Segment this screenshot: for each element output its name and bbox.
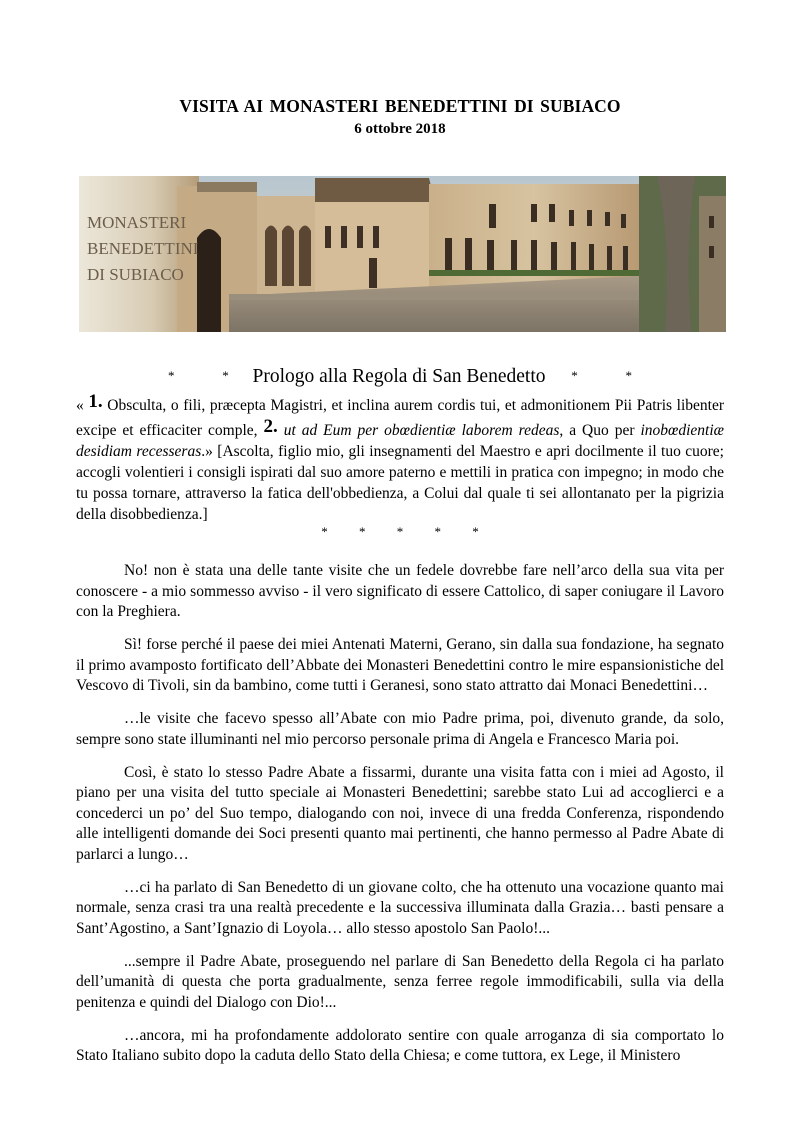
monastery-banner-image [79, 176, 726, 332]
body-paragraph: …ci ha parlato di San Benedetto di un giovane colto, che ha ottenuto una vocazione quanto mai normale, senza crasi tra una realtà precedente e la successiva illuminata dalla Grazia… basti pensare a Sant’Agostino, a Sant’Ignazio di Loyola… allo stesso apostolo San Paolo!... [76, 878, 724, 937]
star-ornament: * [168, 368, 175, 383]
latin-italic-1: ut ad Eum per obœdientiæ laborem redeas [277, 422, 560, 439]
latin-italic-2: inobœdientiæ desidiam recesseras [76, 422, 724, 460]
body-paragraph: ...sempre il Padre Abate, proseguendo nel parlare di San Benedetto della Regola ci ha parlato dell’umanità di questa che porta gradualmente, senza ferree regole immodificabili, sulla via della penitenza e quindi del Dialogo con Dio!... [76, 952, 724, 1011]
body-paragraph: Sì! forse perché il paese dei miei Antenati Materni, Gerano, sin dalla sua fondazione, ha segnato il primo avamposto fortificato dell’Abbate dei Monasteri Benedettini contro le mire espansionistiche del Vescovo di Tivoli, sin da bambino, come tutti i Geranesi, sono stato attratto dai Monaci Benedettini… [76, 636, 724, 694]
document-date: 6 ottobre 2018 [354, 121, 446, 137]
banner-text-line-3: DI SUBIACO [87, 265, 184, 284]
star-ornament: * [321, 524, 328, 539]
open-quote: « [76, 397, 84, 414]
body-paragraph: No! non è stata una delle tante visite che un fedele dovrebbe fare nell’arco della sua vita per conoscere - a mio sommesso avviso - il vero significato di essere Cattolico, di saper coniugare il Lavoro con la Preghiera. [76, 562, 724, 620]
star-ornament: * [359, 524, 366, 539]
verse-number-2: 2. [263, 416, 278, 437]
section-separator [0, 524, 800, 540]
body-paragraph: …le visite che facevo spesso all’Abate con mio Padre prima, poi, divenuto grande, da solo, sempre sono state illuminanti nel mio percorso personale prima di Angela e Francesco Maria poi. [76, 710, 724, 748]
banner-text-line-1: MONASTERI [87, 213, 187, 232]
latin-text-1: Obsculta, o fili, præcepta Magistri, et inclina aurem cordis tui, et admonitionem Pii Patris libenter excipe et efficaciter comple, [76, 397, 725, 439]
verse-number-1: 1. [88, 391, 103, 412]
italian-translation: .» [Ascolta, figlio mio, gli insegnamenti del Maestro e apri docilmente il tuo cuore; accogli volentieri i consigli ispirati dal suo amore paterno e mettili in pratica con impegno; in modo che tu possa tornare, attraverso la fatica dell'obbedienza, a Colui dal quale ti sei allontanato per la pigrizia della disobbedienza.] [76, 443, 724, 523]
star-ornament: * [571, 368, 578, 383]
star-ornament: * [222, 368, 229, 383]
star-ornament: * [472, 524, 479, 539]
star-ornament: * [396, 524, 404, 539]
banner-text-line-2: BENEDETTINI [87, 239, 199, 258]
latin-text-2: , a Quo per [559, 422, 641, 439]
document-title: VISITA AI MONASTERI BENEDETTINI DI SUBIACO [179, 96, 621, 116]
star-ornament: * [434, 524, 441, 539]
latin-quote-paragraph [76, 391, 724, 525]
body-paragraph: Così, è stato lo stesso Padre Abate a fissarmi, durante una visita fatta con i miei ad Agosto, il piano per una visita del tutto speciale ai Monasteri Benedettini; sarebbe stato Lui ad accoglierci e a concederci un po’ del Suo tempo, dialogando con noi, invece di una fredda Conferenza, rispondendo alle intelligenti domande dei Soci presenti quanto mai pertinenti, che hanno permesso al Padre Abate di parlarci a lungo… [76, 763, 724, 863]
prologo-heading [0, 366, 800, 388]
prologo-title: Prologo alla Regola di San Benedetto [252, 366, 546, 387]
article-body [76, 561, 724, 1079]
body-paragraph: …ancora, mi ha profondamente addolorato sentire con quale arroganza di sia comportato lo Stato Italiano subito dopo la caduta dello Stato della Chiesa; e come tuttora, ex Lege, il Ministero [76, 1026, 724, 1064]
star-ornament: * [625, 368, 632, 383]
